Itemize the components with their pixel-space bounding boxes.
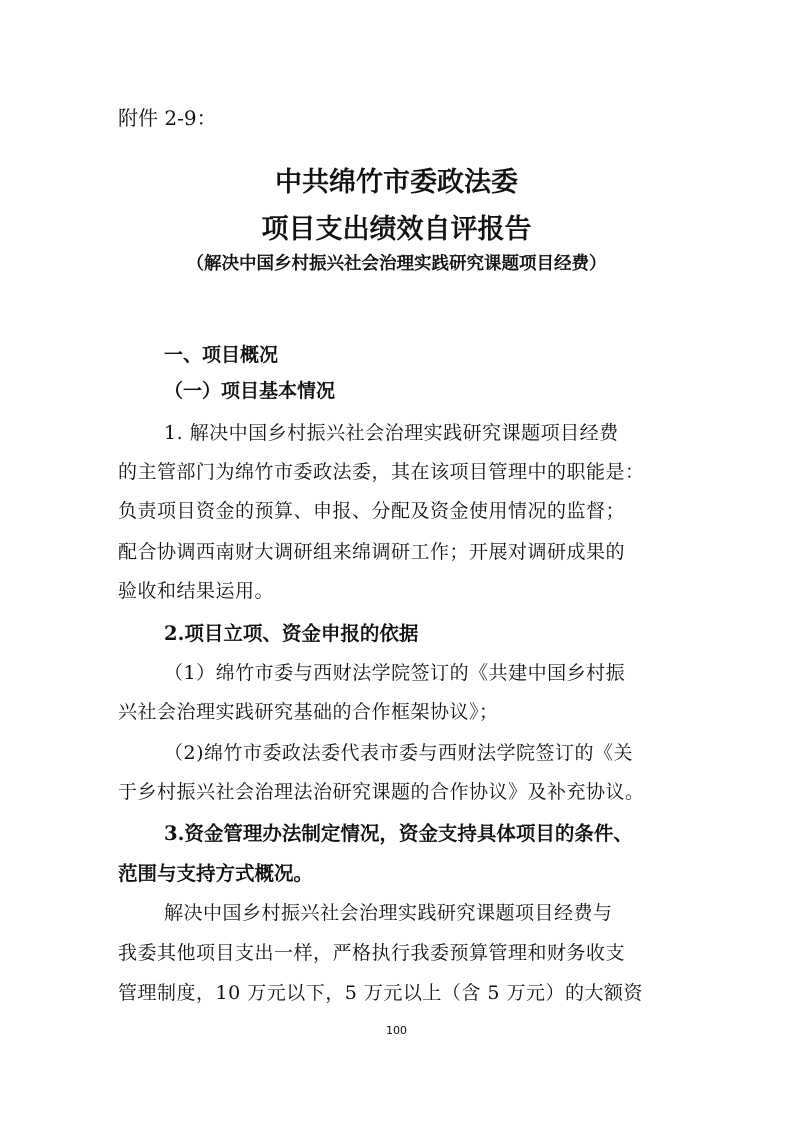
paragraph-line: 于乡村振兴社会治理法治研究课题的合作协议》及补充协议。: [118, 781, 645, 803]
subsection-heading: （一）项目基本情况: [164, 380, 336, 402]
paragraph-line: 1. 解决中国乡村振兴社会治理实践研究课题项目经费: [164, 422, 619, 444]
paragraph-line: （2)绵竹市委政法委代表市委与西财法学院签订的《关: [164, 742, 634, 764]
paragraph-line: 我委其他项目支出一样，严格执行我委预算管理和财务收支: [118, 942, 626, 964]
document-title-line2: 项目支出绩效自评报告: [261, 214, 532, 245]
paragraph-line: 的主管部门为绵竹市委政法委，其在该项目管理中的职能是：: [118, 461, 645, 483]
paragraph-line: 负责项目资金的预算、申报、分配及资金使用情况的监督；: [118, 500, 626, 522]
section-heading: 一、项目概况: [164, 344, 279, 366]
document-title-line1: 中共绵竹市委政法委: [275, 167, 518, 198]
heading-line: 范围与支持方式概况。: [118, 862, 314, 885]
paragraph-line: 解决中国乡村振兴社会治理实践研究课题项目经费与: [164, 902, 613, 924]
paragraph-line: 兴社会治理实践研究基础的合作框架协议》；: [118, 701, 499, 723]
document-subtitle: （解决中国乡村振兴社会治理实践研究课题项目经费）: [186, 254, 607, 274]
page-number: 100: [386, 1024, 407, 1037]
heading-line: 3.资金管理办法制定情况，资金支持具体项目的条件、: [164, 822, 633, 845]
paragraph-line: 配合协调西南财大调研组来绵调研工作；开展对调研成果的: [118, 541, 626, 563]
item2-heading: 2.项目立项、资金申报的依据: [164, 622, 419, 645]
paragraph-line: 管理制度，10 万元以下，5 万元以上（含 5 万元）的大额资: [118, 982, 644, 1004]
paragraph-line: （1）绵竹市委与西财法学院签订的《共建中国乡村振: [164, 662, 626, 684]
attachment-label: 附件 2-9：: [118, 106, 217, 130]
paragraph-line: 验收和结果运用。: [118, 580, 275, 602]
